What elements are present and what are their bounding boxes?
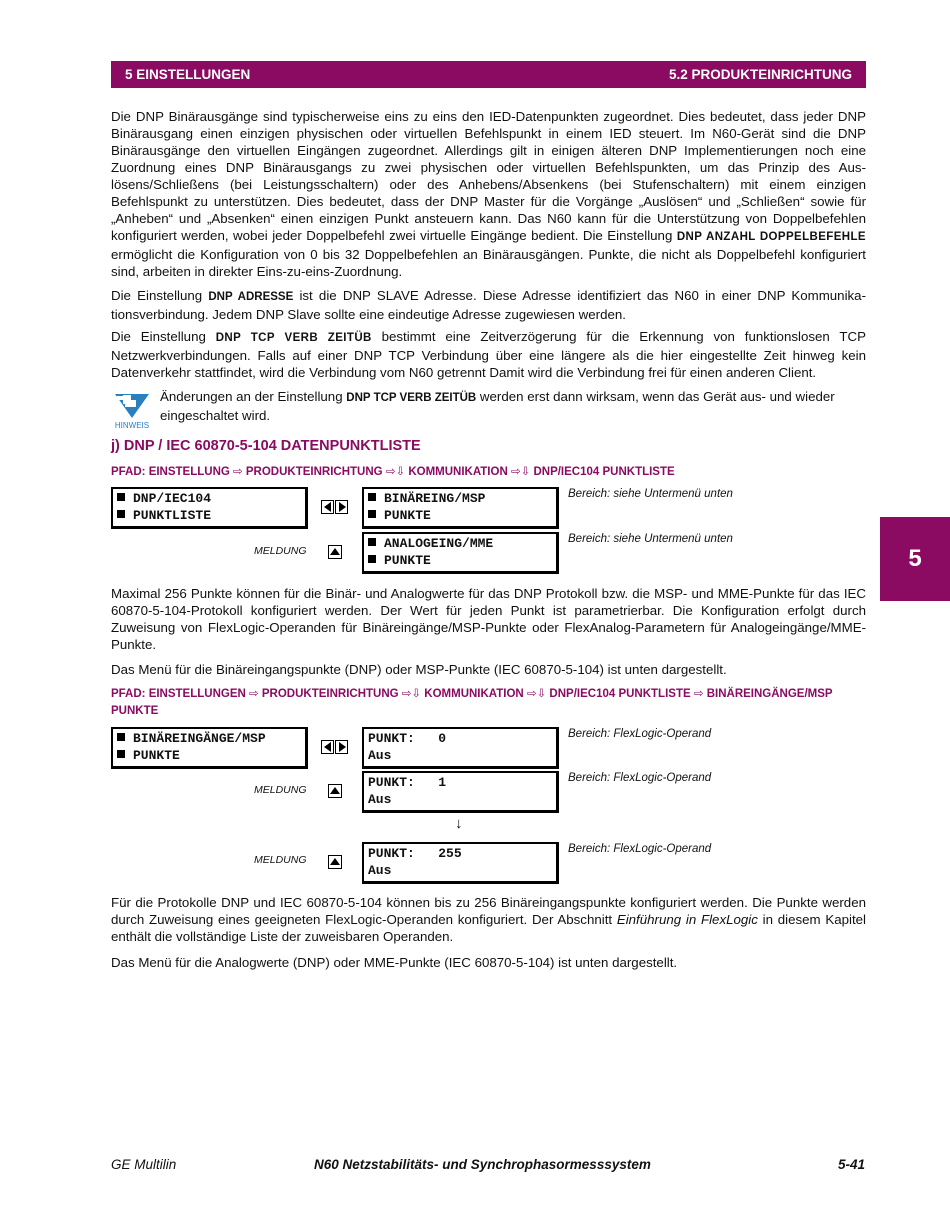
continuation-arrow: ↓ xyxy=(455,815,463,832)
range-label: Bereich: siehe Untermenü unten xyxy=(568,533,733,545)
paragraph-dnp-address xyxy=(111,287,866,323)
setting-name: DNP ADRESSE xyxy=(208,291,294,303)
note-text xyxy=(160,388,866,424)
menu-line: PUNKTE xyxy=(117,747,301,764)
menu-line: PUNKTLISTE xyxy=(117,507,301,524)
path-segment: PRODUKTEINRICHTUNG xyxy=(261,688,399,700)
up-key-icon xyxy=(328,855,342,869)
text: Die Einstellung xyxy=(111,288,209,303)
text: ist die DNP SLAVE Adresse. Diese Adresse identifiziert das N60 in einer DNP Kommunikationsverbindung. Jedem DNP Slave sollte eine eindeutige Adresse zugewiesen werden. xyxy=(111,288,867,322)
path-arrow: ⇨⇩ xyxy=(510,466,531,478)
path-segment: KOMMUNIKATION xyxy=(408,466,508,478)
path-segment: BINÄREINGÄNGE/MSP PUNKTE xyxy=(111,688,833,717)
meldung-label: MELDUNG xyxy=(254,854,307,866)
paragraph-tcp-timeout xyxy=(111,328,866,381)
note-icon xyxy=(113,392,151,430)
text: Für die Protokolle DNP und IEC 60870-5-104 können bis zu 256 Binäreingangspunkte konfiguriert werden. Die Punkte werden durch Zuweisung eines geeigneten FlexLogic-Operanden konfiguriert. Der Abschnitt xyxy=(111,895,866,927)
section-title: 5.2 PRODUKTEINRICHTUNG xyxy=(668,67,852,82)
chapter-title: 5 EINSTELLUNGEN xyxy=(125,67,251,82)
path-arrow: ⇨ xyxy=(233,466,243,478)
menu-line: Aus xyxy=(368,792,392,807)
path-arrow: ⇨⇩ xyxy=(385,466,406,478)
setting-name: DNP ANZAHL DOPPELBEFEHLE xyxy=(676,231,867,243)
setting-name: DNP TCP VERB ZEITÜB xyxy=(215,332,372,344)
path-prefix: PFAD: EINSTELLUNG xyxy=(111,466,230,478)
path-arrow: ⇨ xyxy=(249,688,259,700)
left-right-keys-icon xyxy=(321,500,348,514)
footer-company: GE Multilin xyxy=(111,1157,177,1172)
menu-item-box[interactable] xyxy=(362,532,559,574)
menu-item-box[interactable] xyxy=(362,727,559,769)
setting-name: DNP TCP VERB ZEITÜB xyxy=(346,392,477,404)
subsection-heading: j) DNP / IEC 60870-5-104 DATENPUNKTLISTE xyxy=(111,438,421,454)
text: bestimmt eine Zeitverzögerung für die Erkennung von funktionslosen TCP Netzwerkverbindungen. Falls auf einer DNP TCP Verbindung über eine längere als die hier eingestellte Zeit hinweg kein Datenverkehr stattfindet, wird die Verbindung vom N60 getrennt Damit wird die Verbindung frei für einen anderen Client. xyxy=(111,329,866,380)
path-segment: DNP/IEC104 PUNKTLISTE xyxy=(533,466,675,478)
text: Änderungen an der Einstellung xyxy=(160,389,347,404)
path-arrow: ⇨⇩ xyxy=(526,688,547,700)
up-key-icon xyxy=(328,545,342,559)
text: Die DNP Binärausgänge sind typischerweise eins zu eins den IED-Datenpunkten zugeordnet. Dies bedeutet, dass jeder DNP Binärausgang einen einzigen physischen oder virtuellen Befehlspunkt in einem IED steuert. Im N60-Gerät sind die DNP Binärausgänge den virtuellen Eingängen zugeordnet. Allerdings gilt in einigen älteren DNP Implementierungen noch eine Zuordnung eines DNP Binärausgangs zu zwei physischen oder virtuellen Befehlspunkten, um das Prinzip des Auslösens/Schließens (bei Leistungsschaltern) oder des Anhebens/Absenkens (bei Stufenschaltern) mit einem einzigen Befehlspunkt zu unterstützen. Dies bedeutet, dass der DNP Master für die Vorgänge „Auslösen“ und „Schließen“ sowie für „Anheben“ und „Absenken“ einen einzigen Punkt ansteuern kann. Das N60 kann für die Unterstützung von Doppelbefehlen konfiguriert werden, wobei jeder Doppelbefehl zwei virtuelle Eingänge bedient. Die Einstellung xyxy=(111,109,866,243)
text: werden erst dann wirksam, wenn das Gerät aus- und wieder eingeschaltet wird. xyxy=(160,389,835,423)
menu-line: PUNKT: 255 xyxy=(368,846,462,861)
chapter-header-bar xyxy=(111,61,866,88)
paragraph-max-points: Maximal 256 Punkte können für die Binär- und Analogwerte für das DNP Protokoll bzw. die MSP- und MME-Punkte für das IEC 60870-5-104-Protokoll konfiguriert werden. Der Wert für jeden Punkt ist parametrierbar. Die Konfiguration erfolgt durch Zuweisung von FlexLogic-Operanden für Binäreingänge/MSP-Punkte oder FlexAnalog-Parametern für Analogeingänge/MME-Punkte. xyxy=(111,586,866,652)
menu-line: BINÄREING/MSP xyxy=(368,490,552,507)
menu-path-1 xyxy=(111,464,866,481)
menu-line: ANALOGEING/MME xyxy=(368,535,552,552)
menu-main-box[interactable] xyxy=(111,487,308,529)
path-prefix: PFAD: EINSTELLUNGEN xyxy=(111,688,246,700)
meldung-label: MELDUNG xyxy=(254,784,307,796)
text: Die Einstellung xyxy=(111,329,216,344)
paragraph-binary-points xyxy=(111,894,866,945)
meldung-label: MELDUNG xyxy=(254,545,307,557)
menu-item-box[interactable] xyxy=(362,842,559,884)
menu-line: Aus xyxy=(368,863,392,878)
menu-line: PUNKTE xyxy=(368,507,552,524)
footer-product-title: N60 Netzstabilitäts- und Synchrophasormesssystem xyxy=(314,1157,651,1172)
menu-line: PUNKT: 0 xyxy=(368,731,447,746)
menu-line: Aus xyxy=(368,748,392,763)
path-arrow: ⇨ xyxy=(693,688,704,700)
menu-line: PUNKT: 1 xyxy=(368,775,447,790)
range-label: Bereich: FlexLogic-Operand xyxy=(568,843,712,855)
range-label: Bereich: FlexLogic-Operand xyxy=(568,772,712,784)
path-segment: PRODUKTEINRICHTUNG xyxy=(245,466,383,478)
menu-path-2 xyxy=(111,686,866,720)
menu-line: DNP/IEC104 xyxy=(117,490,301,507)
left-right-keys-icon xyxy=(321,740,348,754)
chapter-tab: 5 xyxy=(880,517,950,601)
path-segment: KOMMUNIKATION xyxy=(424,688,524,700)
text: in diesem Kapitel enthält die vollständige Liste der zuweisbaren Operanden. xyxy=(111,912,866,944)
menu-main-box[interactable] xyxy=(111,727,308,769)
menu-item-box[interactable] xyxy=(362,771,559,813)
range-label: Bereich: FlexLogic-Operand xyxy=(568,728,712,740)
up-key-icon xyxy=(328,784,342,798)
paragraph-analog-menu: Das Menü für die Analogwerte (DNP) oder MME-Punkte (IEC 60870-5-104) ist unten dargestellt. xyxy=(111,955,678,970)
footer-page-number: 5-41 xyxy=(838,1157,866,1172)
path-arrow: ⇨⇩ xyxy=(401,688,422,700)
paragraph-double-commands xyxy=(111,108,866,280)
menu-line: BINÄREINGÄNGE/MSP xyxy=(117,730,301,747)
range-label: Bereich: siehe Untermenü unten xyxy=(568,488,733,500)
cross-reference: Einführung in FlexLogic xyxy=(616,912,758,927)
paragraph-binary-menu: Das Menü für die Binäreingangspunkte (DNP) oder MSP-Punkte (IEC 60870-5-104) ist unten dargestellt. xyxy=(111,662,727,677)
text: ermöglicht die Konfiguration von 0 bis 32 Doppelbefehlen an Binärausgängen. Punkte, die nicht als Doppelbefehl konfiguriert sind, arbeiten in direkter Eins-zu-eins-Zuordnung. xyxy=(111,247,866,279)
path-segment: DNP/IEC104 PUNKTLISTE xyxy=(549,688,691,700)
menu-item-box[interactable] xyxy=(362,487,559,529)
note-icon-label: HINWEIS xyxy=(114,421,150,430)
menu-line: PUNKTE xyxy=(368,552,552,569)
